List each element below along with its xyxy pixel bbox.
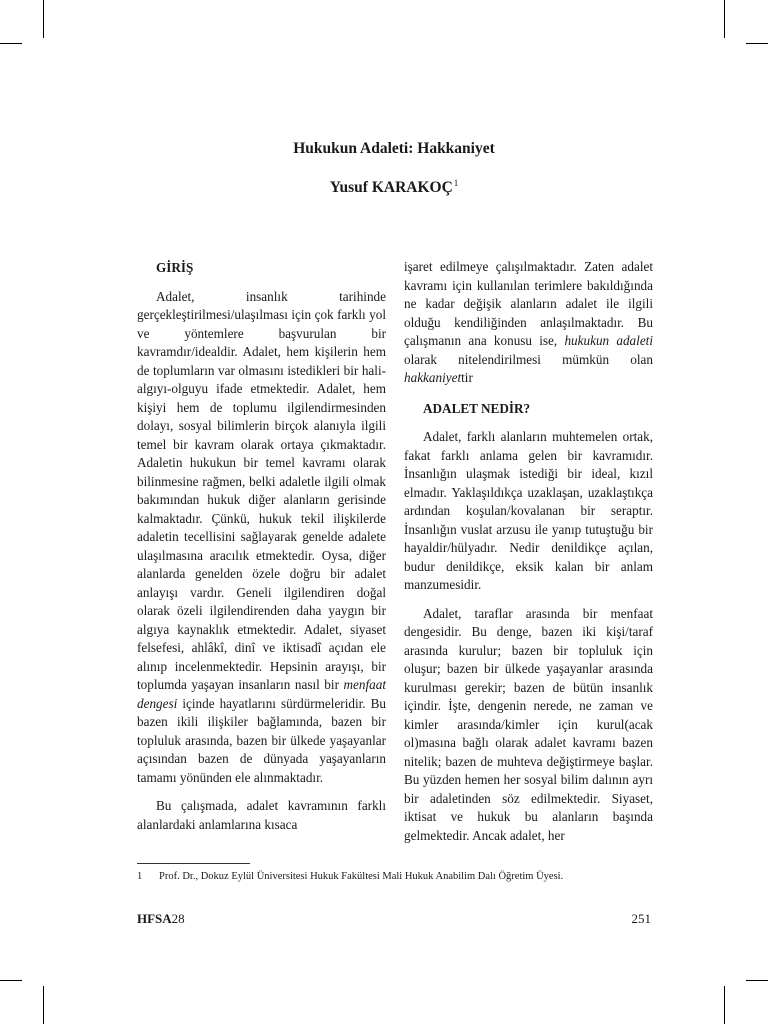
emphasis-text: hukukun adaleti (564, 333, 653, 348)
crop-mark-bottom-right-h (746, 980, 768, 981)
article-title: Hukukun Adaleti: Hakkaniyet (293, 140, 495, 157)
author-name: Yusuf KARAKOÇ (329, 179, 453, 197)
footnote-number: 1 (137, 871, 143, 882)
crop-mark-top-right (724, 0, 725, 38)
crop-mark-bottom-right (724, 986, 725, 1024)
article-author (0, 178, 768, 197)
journal-issue: 28 (171, 911, 185, 926)
footnote (137, 870, 657, 884)
emphasis-text: menfaat dengesi (137, 677, 386, 711)
body-paragraph-continued: işaret edilmeye çalışılmaktadır. Zaten adalet kavramı için kullanılan terimlere bakıldığında ne kadar değişik alanların adalet ile ilgili olduğu kendiliğinden anlaşılmaktadır. Bu çalışmanın ana konusu ise, hukukun adaleti olarak nitelendirilmesi mümkün olan hakkaniyettir (404, 259, 653, 385)
footnote-text: Prof. Dr., Dokuz Eylül Üniversitesi Hukuk Fakültesi Mali Hukuk Anabilim Dalı Öğretim Üyesi. (159, 871, 564, 882)
journal-name: HFSA (137, 911, 172, 926)
body-paragraph: Adalet, insanlık tarihinde gerçekleştirilmesi/ulaşılması için çok farklı yol ve yöntemlere başvurulan bir kavramdır/idealdir. Adalet, hem kişilerin hem de toplumların var olmasını istedikleri bir hali-algıyı-olguyu ifade etmektedir. Adalet, hem kişiyi hem de toplumu ilgilendirmesinden dolayı, sosyal bilimlerin birçok alanıyla ilgili temel bir kavram olarak ortaya çıkmaktadır. Adaletin hukukun bir temel kavramı olarak bilinmesine rağmen, belki adaletle ilgili olmak bakımından hukuk diğer alanların gerisinde kalmaktadır. Çünkü, hukuk tekil ilişkilerde adaletin tecellisini sağlayarak genelde adalete ulaşılmasına aracılık etmektedir. Oysa, diğer alanlarda genelden özele doğru bir adalet anlayışı vardır. Geneli ilgilendiren doğal olarak özeli ilgilendirenden daha yaygın bir algıya kaynaklık etmektedir. Adalet, siyaset felsefesi, ahlâkî, dinî ve iktisadî açıdan ele alınıp incelenmektedir. Hepsinin arayışı, bir toplumda yaşayan insanların nasıl bir menfaat dengesi içinde hayatlarını sürdürmeleridir. Bu bazen ikili ilişkiler bağlamında, bazen bir topluluk arasında, bazen bir ülkede yaşayanlar açısından bazen de dünyada yaşayanların tamamı yönünden ele alınmaktadır. (137, 288, 386, 785)
journal-label (137, 911, 185, 927)
crop-mark-top-left-h (0, 43, 22, 44)
page-number: 251 (631, 911, 651, 926)
right-column (404, 258, 653, 845)
footnote-divider (137, 863, 250, 864)
crop-mark-top-left (43, 0, 44, 38)
left-column (137, 258, 386, 834)
section-heading-giris: GİRİŞ (156, 260, 194, 275)
body-paragraph: Adalet, farklı alanların muhtemelen ortak, fakat farklı anlama gelen bir kavramıdır. İnsanlığın ulaşmak istediği bir ideal, kızıl elmadır. Yaklaşıldıkça uzaklaşan, uzaklaştıkça ardından koşulan/kovalanan bir seraptır. İnsanlığın vuslat arzusu ile yanıp tutuştuğu bir hayaldir/hülyadır. Nedir denildikçe açılan, budur denildikçe, eksik kalan bir anlam manzumesidir. (404, 429, 653, 592)
author-footnote-mark: 1 (453, 178, 459, 188)
section-heading-adalet-nedir: ADALET NEDİR? (423, 400, 531, 416)
emphasis-text: hakkaniyet (404, 370, 462, 385)
body-paragraph: Bu çalışmada, adalet kavramının farklı alanlardaki anlamlarına kısaca (137, 798, 386, 832)
crop-mark-bottom-left (43, 986, 44, 1024)
crop-mark-bottom-left-h (0, 980, 22, 981)
body-paragraph: Adalet, taraflar arasında bir menfaat dengesidir. Bu denge, bazen iki kişi/taraf arasında kurulur; bazen bir topluluk için oluşur; bazen bir ülkede yaşayanlar arasında kurulması gerekir; bazen de bütün insanlık içindir. İşte, dengenin nerede, ne zaman ve kimler arasında/kimler için kurul(acak ol)masına bağlı olarak adalet kavramı bazen nitelik; bazen de muhteva değiştirmeye başlar. Bu yüzden hemen her sosyal bilim dalının ayrı bir adaletinden söz edilmektedir. Siyaset, iktisat ve hukuk bu alanların başında gelmektedir. Ancak adalet, her (404, 605, 653, 843)
crop-mark-top-right-h (746, 43, 768, 44)
